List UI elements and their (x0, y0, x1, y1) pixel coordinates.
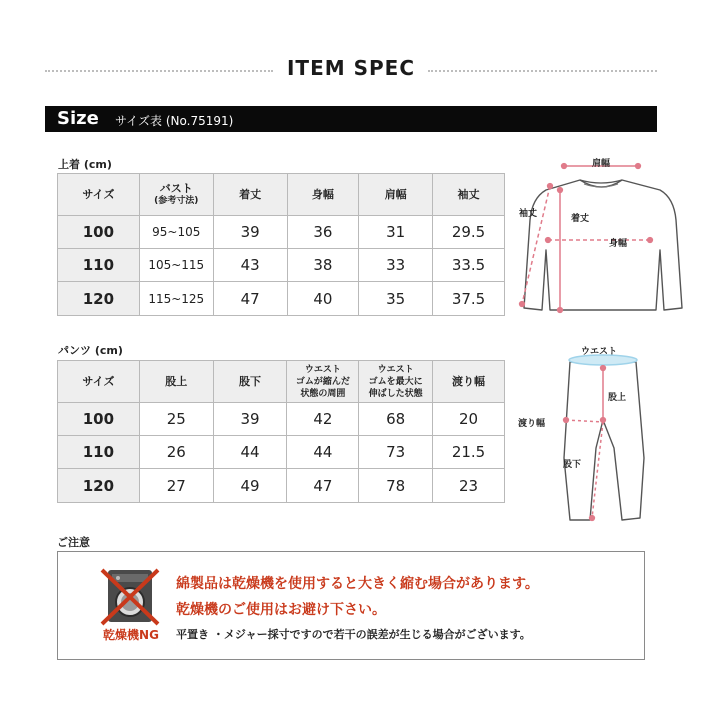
cell-size: 120 (58, 469, 140, 503)
table-row (58, 249, 505, 282)
cell-thigh: 20 (433, 403, 505, 436)
cell-bust: 115~125 (139, 282, 213, 316)
cell-inseam: 39 (213, 403, 287, 436)
size-bar-label: Size (57, 108, 99, 129)
header-size: サイズ (58, 174, 140, 216)
size-bar-subtitle: サイズ表 (No.75191) (115, 114, 234, 128)
shirt-shoulder-label: 肩幅 (592, 159, 611, 169)
header-thigh: 渡り幅 (433, 361, 505, 403)
table-row (58, 216, 505, 249)
cell-width: 36 (287, 216, 359, 249)
header-waist-max (359, 361, 433, 403)
cell-shoulder: 35 (359, 282, 433, 316)
pants-caption: パンツ (cm) (58, 344, 123, 357)
cell-size: 110 (58, 249, 140, 282)
cell-size: 100 (58, 403, 140, 436)
header-waist-relaxed-line1: ウエスト (304, 364, 341, 375)
header-sleeve: 袖丈 (433, 174, 505, 216)
measurement-note: 平置き ・メジャー採寸ですので若干の誤差が生じる場合がございます。 (176, 628, 531, 641)
header-divider-right (428, 70, 657, 72)
header-divider-left (45, 70, 273, 72)
cell-size: 110 (58, 436, 140, 469)
cell-shoulder: 31 (359, 216, 433, 249)
pants-diagram (540, 338, 680, 528)
cell-bust: 105~115 (139, 249, 213, 282)
table-row (58, 469, 505, 503)
notice-label: ご注意 (57, 536, 90, 549)
cell-waist-max: 73 (359, 436, 433, 469)
cell-waist-relaxed: 44 (287, 436, 359, 469)
cell-rise: 25 (139, 403, 213, 436)
cell-thigh: 21.5 (433, 436, 505, 469)
table-row (58, 282, 505, 316)
header-inseam: 股下 (213, 361, 287, 403)
header-waist-max-line3: 伸ばした状態 (368, 388, 423, 399)
cell-shoulder: 33 (359, 249, 433, 282)
cell-waist-max: 68 (359, 403, 433, 436)
table-row (58, 403, 505, 436)
pants-inseam-label: 股下 (563, 460, 582, 470)
no-tumble-dryer-icon (98, 566, 162, 626)
cell-size: 100 (58, 216, 140, 249)
tops-size-table (57, 173, 505, 316)
pants-waist-label: ウエスト (581, 347, 618, 357)
warning-line-1: 綿製品は乾燥機を使用すると大きく縮む場合があります。 (176, 576, 539, 592)
pants-thigh-label: 渡り幅 (518, 419, 546, 429)
table-row (58, 436, 505, 469)
header-bust (139, 174, 213, 216)
cell-thigh: 23 (433, 469, 505, 503)
size-section-bar (45, 106, 657, 132)
shirt-length-label: 着丈 (571, 214, 590, 224)
header-waist-relaxed-line2: ゴムが縮んだ (295, 376, 350, 387)
pants-outline (564, 362, 644, 520)
cell-rise: 26 (139, 436, 213, 469)
warning-line-2: 乾燥機のご使用はお避け下さい。 (176, 602, 386, 618)
table-header-row (58, 174, 505, 216)
header-waist-max-line2: ゴムを最大に (368, 376, 423, 387)
header-bust-note: (参考寸法) (154, 195, 199, 206)
shirt-sleeve-label: 袖丈 (519, 209, 538, 219)
header-waist-relaxed-line3: 状態の周囲 (300, 388, 346, 399)
shirt-outline (524, 180, 682, 310)
shirt-width-label: 身幅 (609, 239, 628, 249)
cell-length: 43 (213, 249, 287, 282)
header-size: サイズ (58, 361, 140, 403)
header-waist-max-line1: ウエスト (377, 364, 414, 375)
cell-rise: 27 (139, 469, 213, 503)
table-header-row (58, 361, 505, 403)
cell-sleeve: 33.5 (433, 249, 505, 282)
cell-inseam: 49 (213, 469, 287, 503)
cell-bust: 95~105 (139, 216, 213, 249)
cell-waist-relaxed: 47 (287, 469, 359, 503)
header-width: 身幅 (287, 174, 359, 216)
pants-rise-label: 股上 (608, 393, 627, 403)
page-title: ITEM SPEC (286, 56, 415, 80)
tops-caption: 上着 (cm) (58, 158, 112, 171)
no-dryer-label: 乾燥機NG (103, 628, 159, 642)
cell-width: 38 (287, 249, 359, 282)
header-rise: 股上 (139, 361, 213, 403)
cell-waist-max: 78 (359, 469, 433, 503)
header-waist-relaxed (287, 361, 359, 403)
cell-length: 39 (213, 216, 287, 249)
cell-length: 47 (213, 282, 287, 316)
cell-waist-relaxed: 42 (287, 403, 359, 436)
shirt-collar (580, 180, 622, 183)
header-length: 着丈 (213, 174, 287, 216)
header-shoulder: 肩幅 (359, 174, 433, 216)
header-bust-label: バスト (159, 181, 193, 195)
cell-inseam: 44 (213, 436, 287, 469)
cell-sleeve: 29.5 (433, 216, 505, 249)
shirt-diagram (510, 150, 690, 320)
cell-size: 120 (58, 282, 140, 316)
pants-size-table (57, 360, 505, 503)
cell-width: 40 (287, 282, 359, 316)
cell-sleeve: 37.5 (433, 282, 505, 316)
